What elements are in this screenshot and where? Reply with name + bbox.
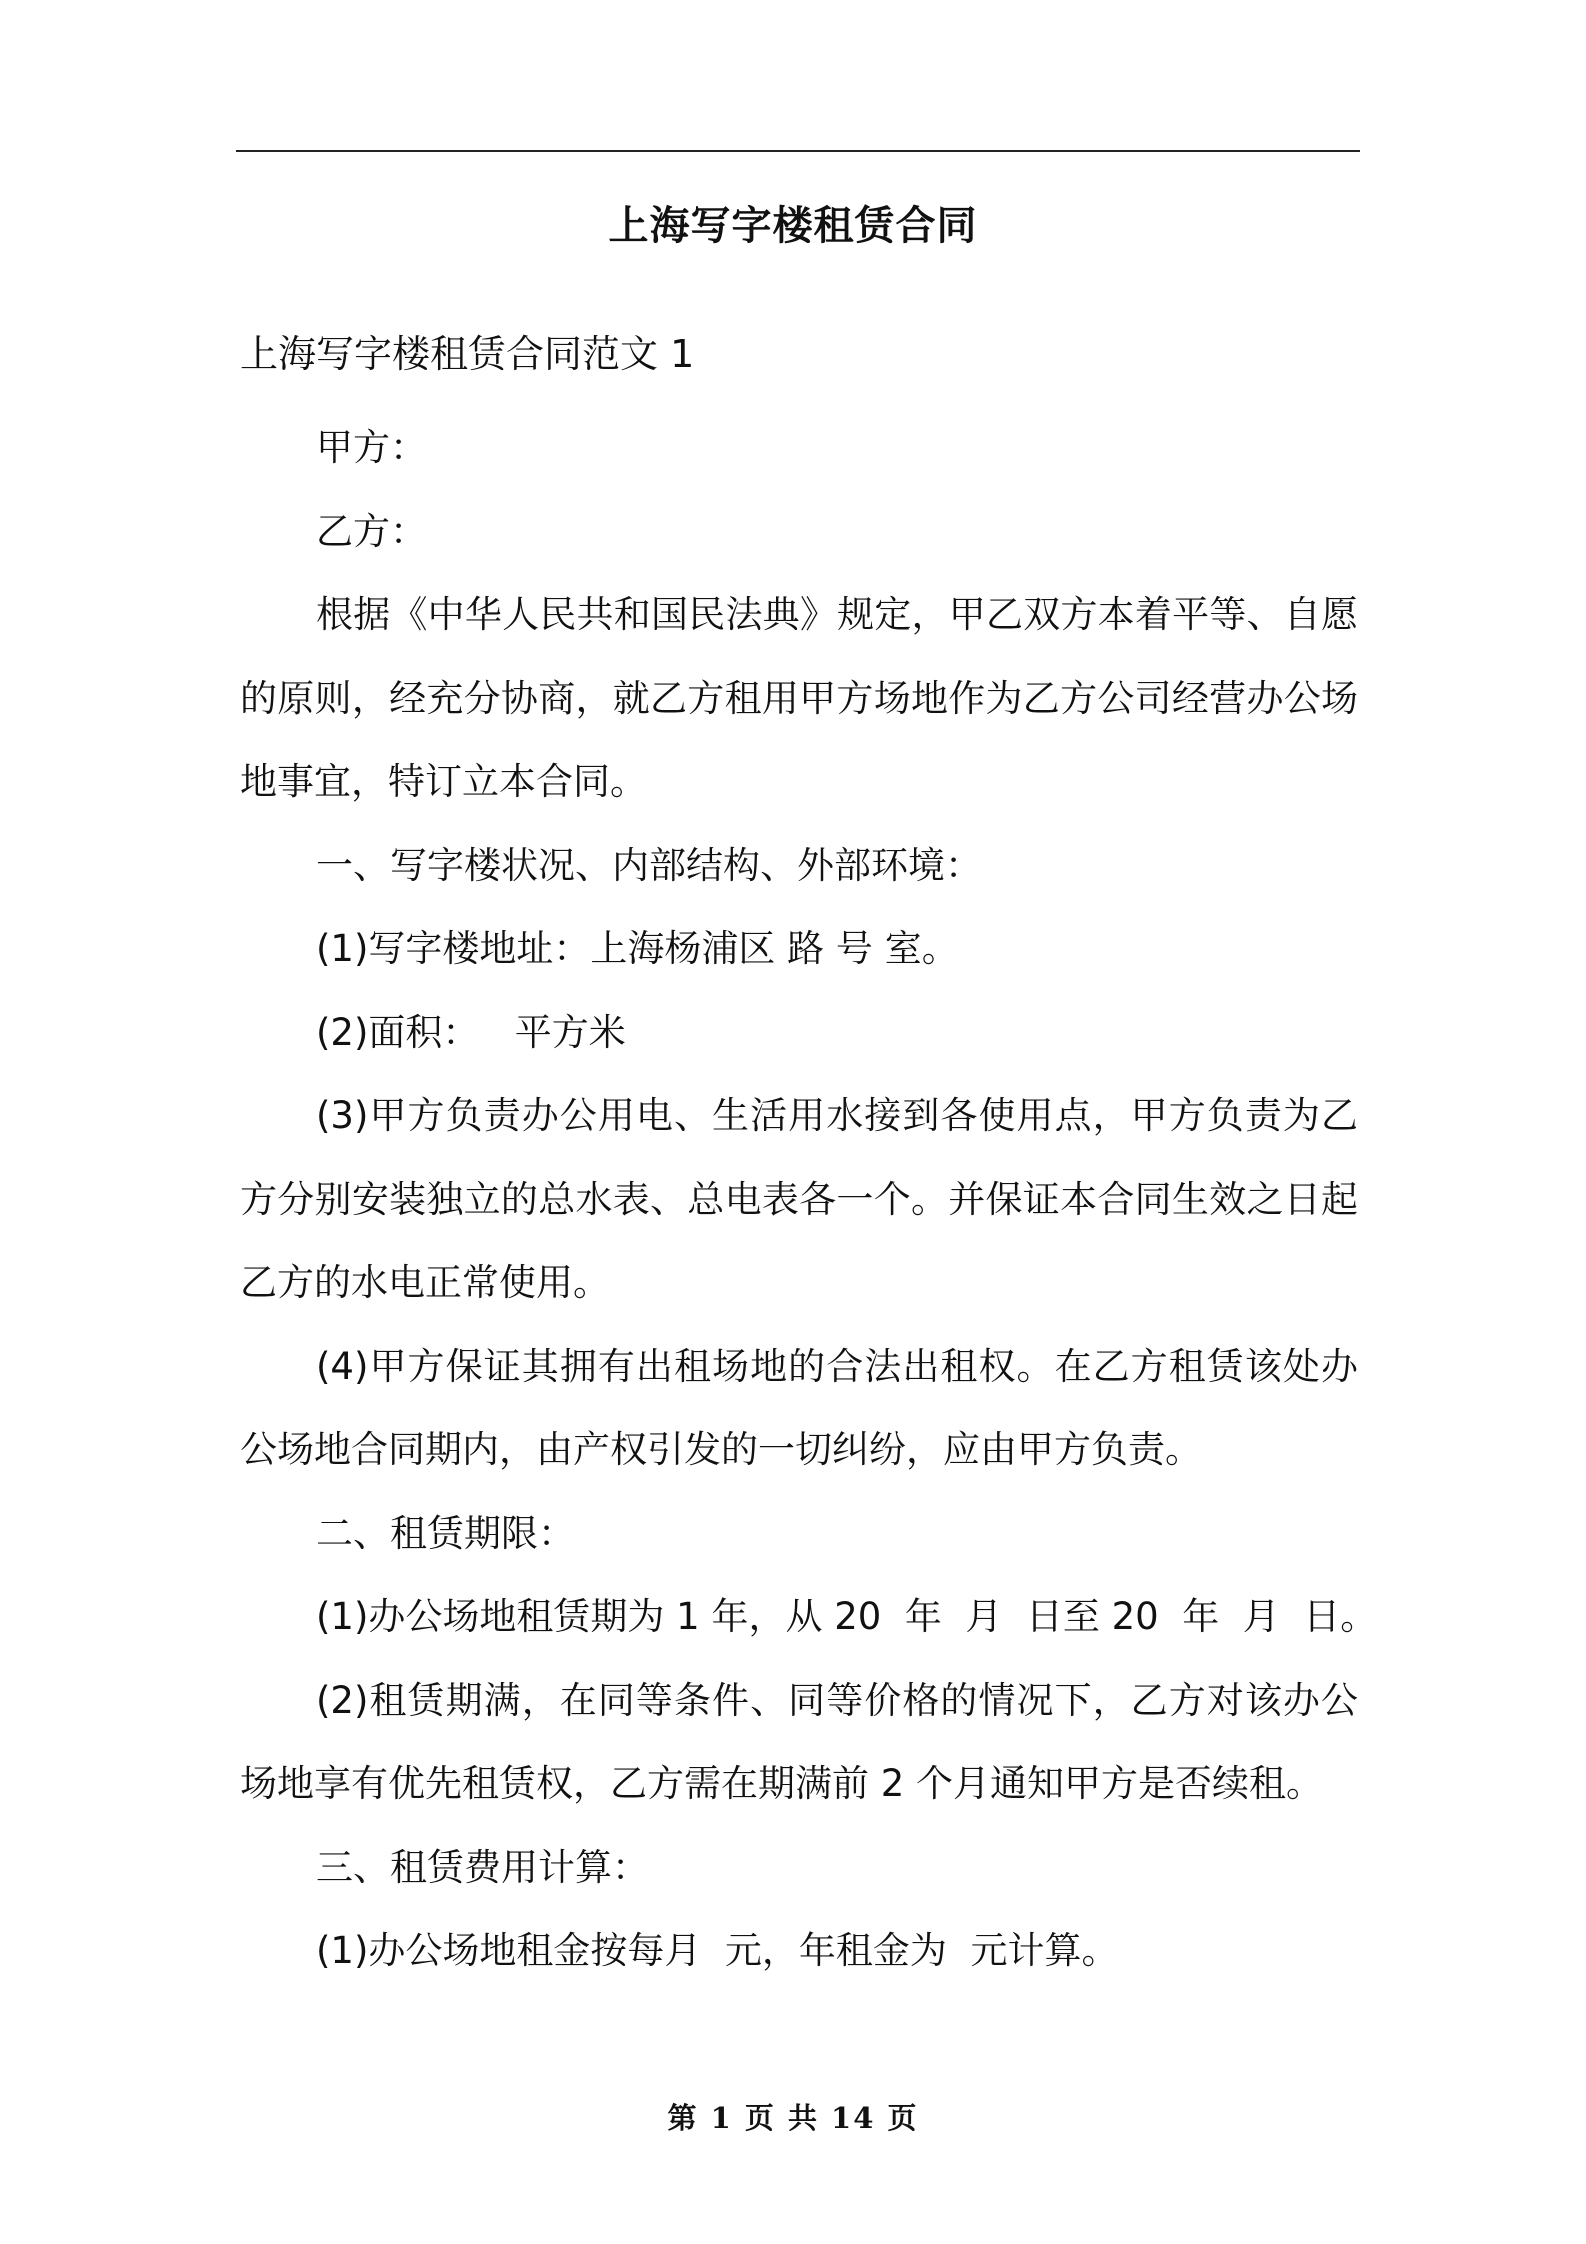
- document-body: [240, 406, 1378, 1993]
- clause-3-item-1: (1)办公场地租金按每月 元，年租金为 元计算。: [316, 1929, 1119, 1972]
- clause-1-item-2: (2)面积： 平方米: [316, 1010, 626, 1054]
- clause-3-heading: 三、租赁费用计算：: [316, 1845, 649, 1889]
- clause-2-item-2: (2)租赁期满，在同等条件、同等价格的情况下，乙方对该办公场地享有优先租赁权，乙方需在期满前 2 个月通知甲方是否续租。: [240, 1678, 1358, 1805]
- preamble-paragraph: 根据《中华人民共和国民法典》规定，甲乙双方本着平等、自愿的原则，经充分协商，就乙方租用甲方场地作为乙方公司经营办公场地事宜，特订立本合同。: [240, 593, 1358, 803]
- party-a-line: 甲方：: [316, 426, 427, 469]
- clause-2-item-1: (1)办公场地租赁期为 1 年，从 20 年 月 日至 20 年 月 日。: [316, 1595, 1378, 1638]
- clause-1-item-4: (4)甲方保证其拥有出租场地的合法出租权。在乙方租赁该处办公场地合同期内，由产权引发的一切纠纷，应由甲方负责。: [240, 1344, 1358, 1471]
- page-number-footer: 第 1 页 共 14 页: [667, 2101, 919, 2135]
- clause-2-heading: 二、租赁期限：: [316, 1511, 575, 1555]
- clause-1-item-3: (3)甲方负责办公用电、生活用水接到各使用点，甲方负责为乙方分别安装独立的总水表、总电表各一个。并保证本合同生效之日起乙方的水电正常使用。: [240, 1094, 1358, 1304]
- clause-1-heading: 一、写字楼状况、内部结构、外部环境：: [316, 843, 982, 887]
- document-title: 上海写字楼租赁合同: [608, 203, 978, 249]
- section-heading: 上海写字楼租赁合同范文 1: [240, 332, 695, 376]
- party-b-line: 乙方：: [316, 509, 427, 553]
- clause-1-item-1: (1)写字楼地址：上海杨浦区 路 号 室。: [316, 927, 959, 970]
- header-rule: [236, 150, 1360, 152]
